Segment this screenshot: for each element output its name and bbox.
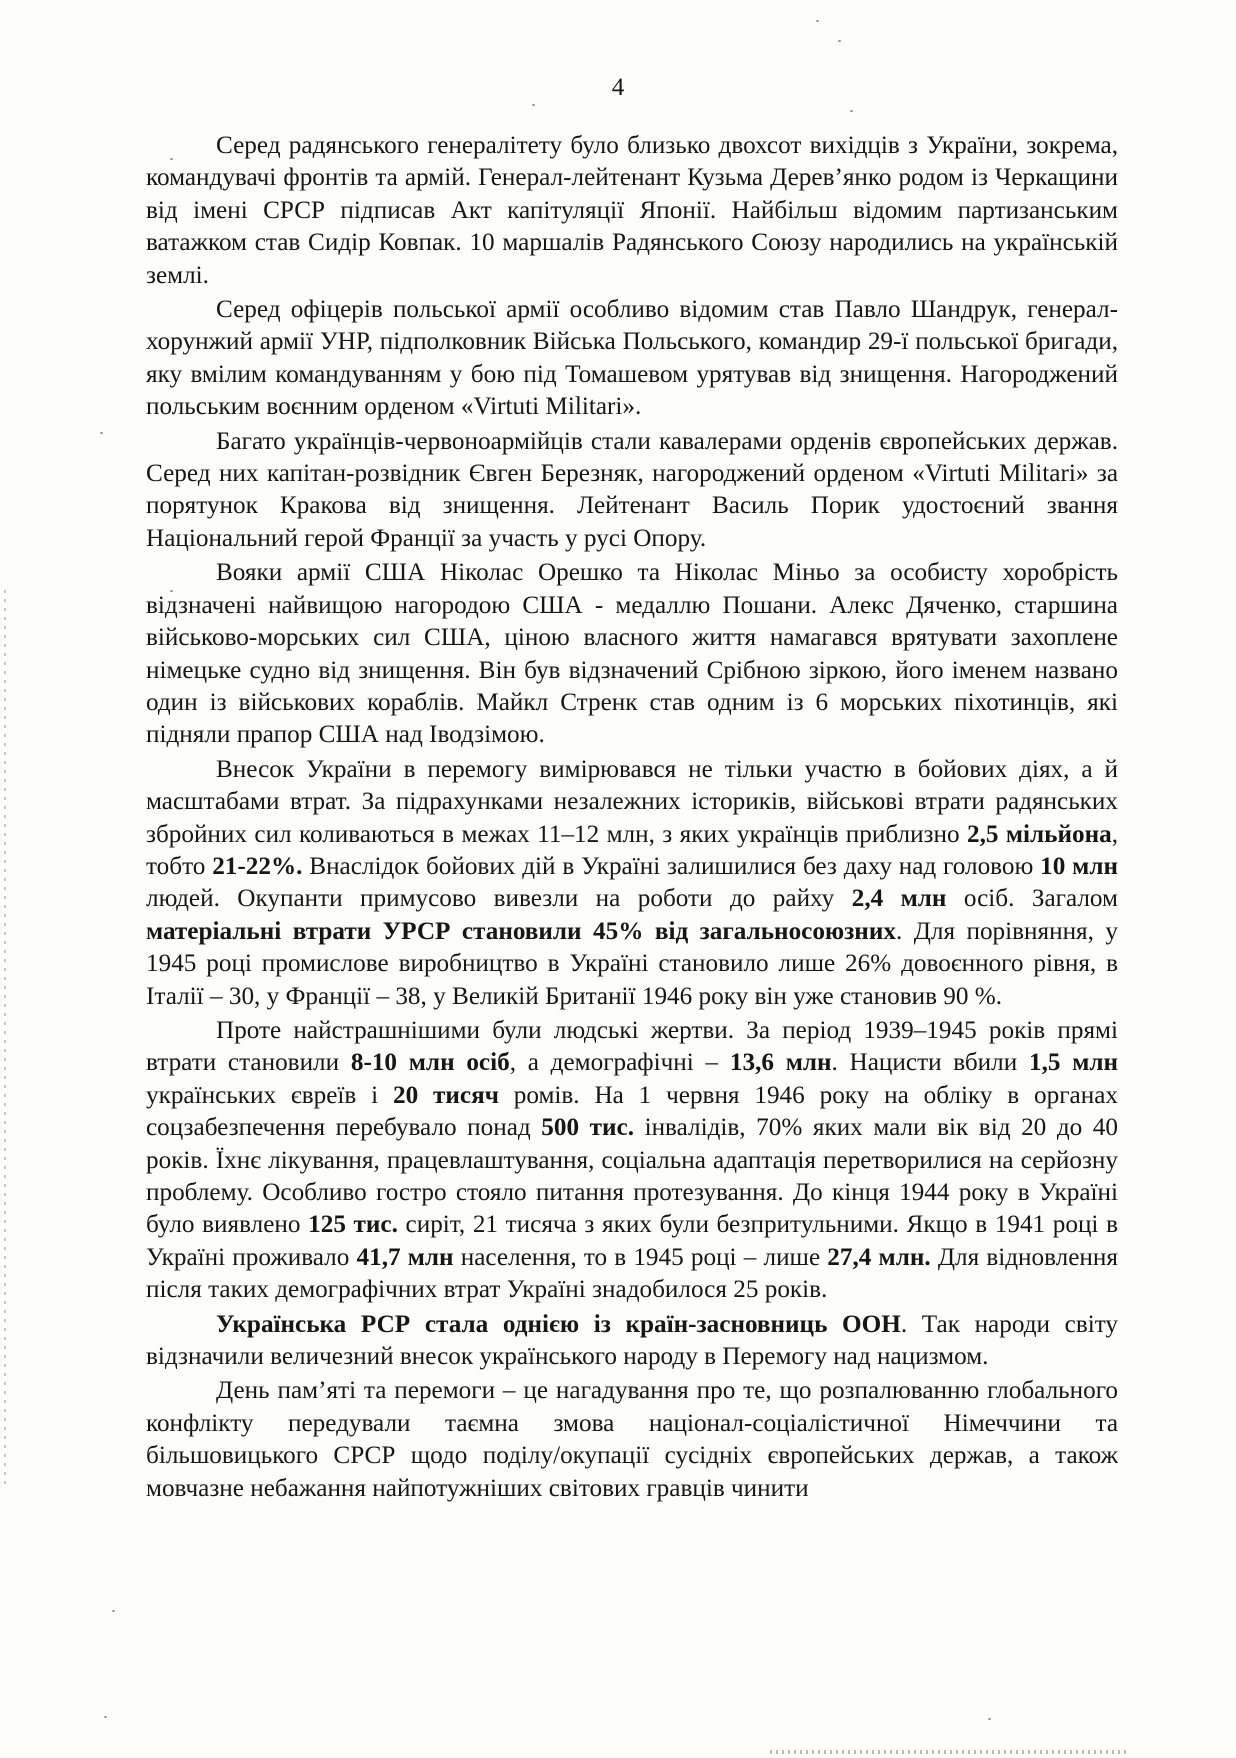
text-run: День пам’яті та перемоги – це нагадування про те, що розпалюванню глобального конфлікту передували таємна змова націонал-соціалістичної Німеччини та більшовицького СРСР щодо поділу/окупації сусідніх європейських держав, а також мовчазне небажання найпотужніших світових гравців чинити <box>146 1377 1118 1502</box>
scan-binding-marks <box>4 590 6 1490</box>
bold-text-run: 1,5 млн <box>1028 1049 1119 1077</box>
paragraph <box>146 130 1118 292</box>
paragraph <box>146 1309 1118 1374</box>
scan-speck <box>170 158 173 160</box>
text-run: Внаслідок бойових дій в Україні залишилися без даху над головою <box>302 852 1041 880</box>
text-run: . Так народи світу відзначили величезний внесок українського народу в Перемогу над нацизмом. <box>146 1310 1118 1371</box>
paragraph <box>146 754 1118 1013</box>
scan-speck <box>532 104 535 106</box>
bold-text-run: 2,4 млн <box>851 885 947 913</box>
document-body <box>146 130 1118 1505</box>
text-run: Проте найстрашнішими були людські жертви. За період 1939–1945 років прямі втрати становили <box>146 1016 1118 1077</box>
paragraph <box>146 1015 1118 1307</box>
scan-speck <box>100 432 103 434</box>
text-run: Вояки армії США Ніколас Орешко та Ніколас Міньо за особисту хоробрість відзначені найвищою нагородою США - медаллю Пошани. Алекс Дяченко, старшина військово-морських сил США, ціною власного життя намагався врятувати захоплене німецьке судно від знищення. Він був відзначений Срібною зіркою, його іменем названо один із військових кораблів. Майкл Стренк став одним із 6 морських піхотинців, які підняли прапор США над Іводзімою. <box>146 559 1118 749</box>
bold-text-run: 13,6 млн <box>729 1049 832 1077</box>
text-run: Для відновлення після таких демографічних втрат Україні знадобилося 25 років. <box>146 1243 1118 1304</box>
bold-text-run: 21-22%. <box>212 852 303 880</box>
bold-text-run: матеріальні втрати УРСР становили 45% від загальносоюзних <box>146 917 896 945</box>
bold-text-run: 41,7 млн <box>356 1243 454 1271</box>
text-run: інвалідів, 70% яких мали вік від 20 до 40 років. Їхнє лікування, працевлаштування, соціальна адаптація перетворилися на серйозну проблему. Особливо гостро стояло питання протезування. До кінця 1944 року в Україні було виявлено <box>146 1114 1118 1239</box>
text-run: Внесок України в перемогу вимірювався не тільки участю в бойових діях, а й масштабами втрат. За підрахунками незалежних істориків, військові втрати радянських збройних сил коливаються в межах 11–12 млн, з яких українців приблизно <box>146 755 1118 848</box>
text-run: людей. Окупанти примусово вивезли на роботи до райху <box>146 885 852 913</box>
text-run: населення, то в 1945 році – лише <box>453 1243 828 1271</box>
bold-text-run: 27,4 млн. <box>827 1243 931 1271</box>
scan-speck <box>112 1610 115 1612</box>
scan-speck <box>816 20 819 22</box>
scan-speck <box>104 1716 107 1718</box>
page-number: 4 <box>611 74 625 101</box>
bold-text-run: 8-10 млн осіб <box>350 1049 510 1077</box>
bold-text-run: 500 тис. <box>541 1114 634 1142</box>
text-run: , а демографічні – <box>509 1049 730 1077</box>
bold-text-run: 125 тис. <box>308 1211 398 1239</box>
scan-speck <box>988 1718 991 1720</box>
text-run: Серед офіцерів польської армії особливо відомим став Павло Шандрук, генерал-хорунжий армії УНР, підполковник Війська Польського, командир 29-ї польської бригади, яку вмілим командуванням у бою під Томашевом урятував від знищення. Нагороджений польським воєнним орденом «Virtuti Militari». <box>146 296 1118 421</box>
text-run: . Нацисти вбили <box>831 1049 1029 1077</box>
scan-speck <box>850 110 853 112</box>
text-run: Серед радянського генералітету було близько двохсот вихідців з України, зокрема, командувачі фронтів та армій. Генерал-лейтенант Кузьма Дерев’янко родом із Черкащини від імені СРСР підписав Акт капітуляції Японії. Найбільш відомим партизанським ватажком став Сидір Ковпак. 10 маршалів Радянського Союзу народились на українській землі. <box>146 132 1118 289</box>
text-run: Багато українців-червоноармійців стали кавалерами орденів європейських держав. Серед них капітан-розвідник Євген Березняк, нагороджений орденом «Virtuti Militari» за порятунок Кракова від знищення. Лейтенант Василь Порик удостоєний звання Національний герой Франції за участь у русі Опору. <box>146 427 1118 552</box>
text-run: сиріт, 21 тисяча з яких були безпритульними. Якщо в 1941 році в Україні проживало <box>146 1211 1118 1271</box>
bold-text-run: 2,5 мільйона <box>967 820 1112 848</box>
text-run: ромів. На 1 червня 1946 року на обліку в органах соцзабезпечення перебувало понад <box>146 1081 1118 1142</box>
scan-speck <box>170 590 173 592</box>
text-run: . Для порівняння, у 1945 році промислове виробництво в Україні становило лише 26% довоєнного рівня, в Італії – 30, у Франції – 38, у Великій Британії 1946 року він уже становив 90 %. <box>146 917 1118 1010</box>
bold-text-run: Українська РСР стала однією із країн-засновниць ООН <box>216 1310 901 1338</box>
paragraph <box>146 426 1118 556</box>
bold-text-run: 10 млн <box>1040 852 1118 880</box>
text-run: , тобто <box>146 820 1118 880</box>
paragraph <box>146 1375 1118 1505</box>
scan-edge-marks <box>770 1750 1130 1754</box>
bold-text-run: 20 тисяч <box>392 1081 499 1109</box>
text-run: осіб. Загалом <box>946 885 1118 913</box>
paragraph <box>146 294 1118 424</box>
scan-speck <box>838 40 841 42</box>
text-run: українських євреїв і <box>146 1081 393 1109</box>
paragraph <box>146 557 1118 751</box>
